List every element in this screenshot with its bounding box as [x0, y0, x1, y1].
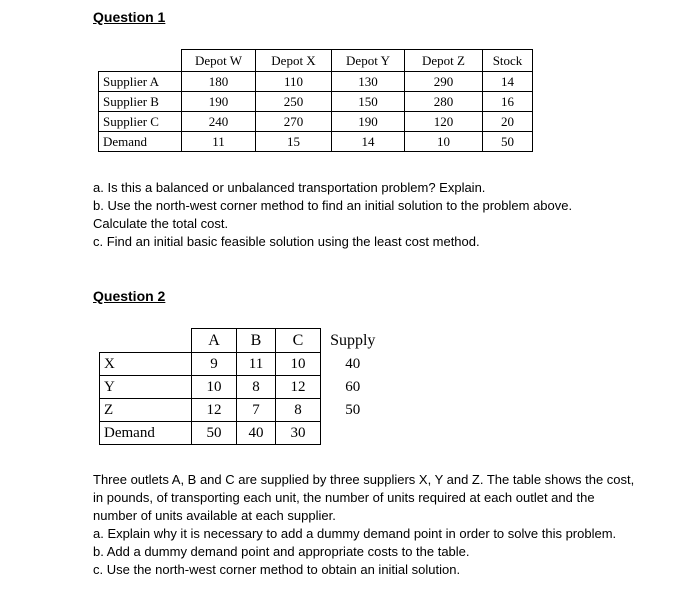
table-cell: 30	[276, 422, 321, 445]
table-cell: 130	[332, 72, 405, 92]
question-2-heading: Question 2	[93, 288, 166, 304]
question-1-line: Calculate the total cost.	[93, 216, 229, 231]
table-cell: 50	[321, 399, 385, 422]
table-cell	[321, 422, 385, 445]
column-header: Supply	[321, 329, 385, 353]
column-header: Stock	[483, 50, 533, 72]
table-cell: 150	[332, 92, 405, 112]
table-cell: 50	[192, 422, 237, 445]
table-cell: 7	[237, 399, 276, 422]
question-2-line: in pounds, of transporting each unit, the number of units required at each outlet and the	[93, 490, 595, 505]
table-cell: 10	[405, 132, 483, 152]
table-cell: 14	[332, 132, 405, 152]
question-2-line: Three outlets A, B and C are supplied by three suppliers X, Y and Z. The table shows the cost,	[93, 472, 635, 487]
table-row	[100, 353, 385, 376]
table-cell: 12	[192, 399, 237, 422]
table-cell: 110	[256, 72, 332, 92]
table-cell: 290	[405, 72, 483, 92]
table-cell: 8	[237, 376, 276, 399]
table-cell: 15	[256, 132, 332, 152]
table-cell: 16	[483, 92, 533, 112]
table-cell: 40	[321, 353, 385, 376]
table-cell: 180	[182, 72, 256, 92]
table-cell: 190	[182, 92, 256, 112]
row-label: X	[100, 353, 192, 376]
table-row	[100, 399, 385, 422]
table-row	[99, 72, 533, 92]
question-2-text	[93, 471, 663, 579]
column-header: Depot W	[182, 50, 256, 72]
column-header: Depot Z	[405, 50, 483, 72]
table-corner-cell	[100, 329, 192, 353]
table-header-row	[100, 329, 385, 353]
question-2-cost-table	[99, 328, 385, 445]
question-1-text	[93, 179, 653, 251]
table-corner-cell	[99, 50, 182, 72]
question-2-line: a. Explain why it is necessary to add a dummy demand point in order to solve this problem.	[93, 526, 617, 541]
table-cell: 40	[237, 422, 276, 445]
table-row	[100, 422, 385, 445]
table-cell: 9	[192, 353, 237, 376]
table-cell: 11	[182, 132, 256, 152]
column-header: B	[237, 329, 276, 353]
row-label: Supplier A	[99, 72, 182, 92]
row-label: Demand	[100, 422, 192, 445]
row-label: Supplier C	[99, 112, 182, 132]
table-cell: 60	[321, 376, 385, 399]
row-label: Y	[100, 376, 192, 399]
column-header: A	[192, 329, 237, 353]
table-cell: 14	[483, 72, 533, 92]
table-cell: 280	[405, 92, 483, 112]
table-cell: 50	[483, 132, 533, 152]
table-cell: 270	[256, 112, 332, 132]
table-row	[100, 376, 385, 399]
table-cell: 11	[237, 353, 276, 376]
table-cell: 20	[483, 112, 533, 132]
question-1-line: c. Find an initial basic feasible solution using the least cost method.	[93, 234, 480, 249]
table-cell: 10	[276, 353, 321, 376]
question-2-line: c. Use the north-west corner method to obtain an initial solution.	[93, 562, 461, 577]
question-1-line: a. Is this a balanced or unbalanced transportation problem? Explain.	[93, 180, 486, 195]
table-row	[99, 92, 533, 112]
row-label: Z	[100, 399, 192, 422]
table-row	[99, 132, 533, 152]
column-header: Depot X	[256, 50, 332, 72]
table-row	[99, 112, 533, 132]
table-cell: 190	[332, 112, 405, 132]
column-header: C	[276, 329, 321, 353]
question-1-line: b. Use the north-west corner method to find an initial solution to the problem above.	[93, 198, 573, 213]
column-header: Depot Y	[332, 50, 405, 72]
row-label: Supplier B	[99, 92, 182, 112]
table-cell: 250	[256, 92, 332, 112]
table-cell: 120	[405, 112, 483, 132]
question-2-line: number of units available at each supplier.	[93, 508, 336, 523]
row-label: Demand	[99, 132, 182, 152]
question-1-heading: Question 1	[93, 9, 166, 25]
table-cell: 8	[276, 399, 321, 422]
question-2-line: b. Add a dummy demand point and appropriate costs to the table.	[93, 544, 470, 559]
question-1-cost-table	[98, 49, 533, 152]
table-header-row	[99, 50, 533, 72]
table-cell: 12	[276, 376, 321, 399]
table-cell: 10	[192, 376, 237, 399]
table-cell: 240	[182, 112, 256, 132]
